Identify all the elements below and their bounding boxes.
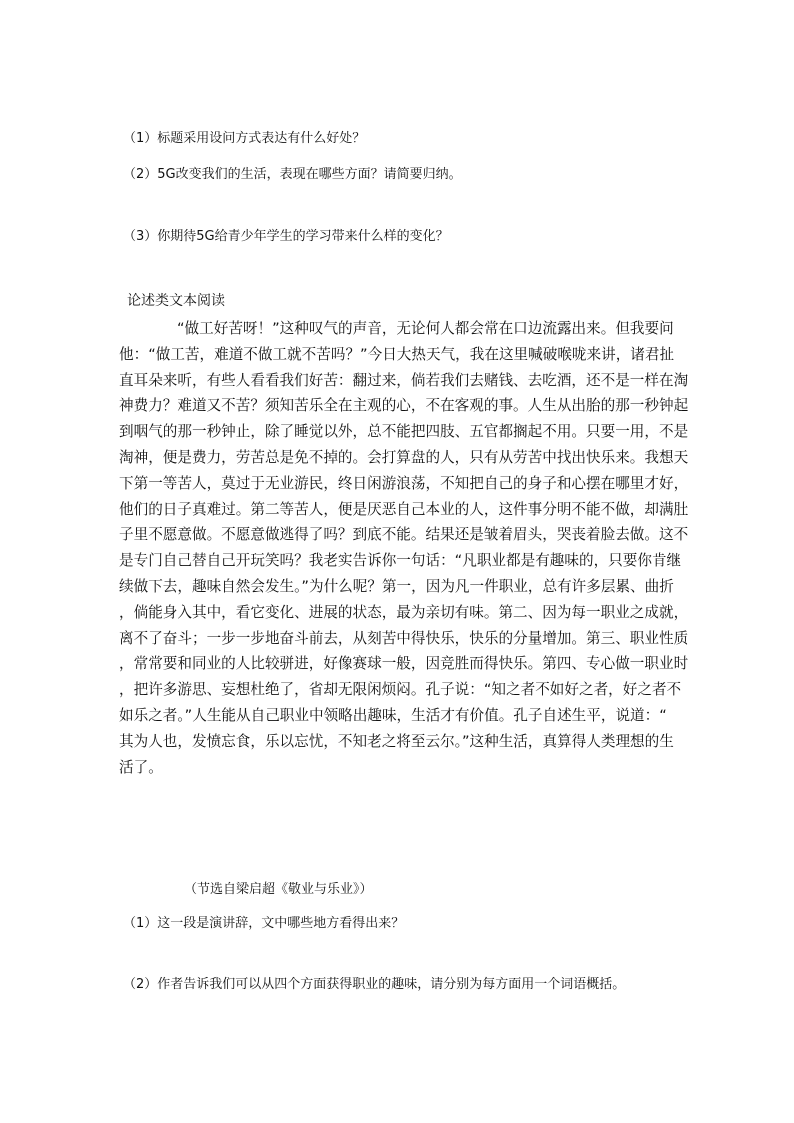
question-bottom-2: （2）作者告诉我们可以从四个方面获得职业的趣味，请分别为每方面用一个词语概括。 [123,977,626,992]
question-2: （2）5G改变我们的生活，表现在哪些方面？请简要归纳。 [123,167,462,182]
question-3: （3）你期待5G给青少年学生的学习带来什么样的变化？ [123,229,449,244]
article-line: 直耳朵来听，有些人看看我们好苦：翻过来，倘若我们去赌钱、去吃酒，还不是一样在淘 [119,371,689,389]
article-line: 他们的日子真难过。第二等苦人，便是厌恶自己本业的人，这件事分明不能不做，却满肚 [119,500,689,518]
article-line: 神费力？难道又不苦？须知苦乐全在主观的心，不在客观的事。人生从出胎的那一秒钟起 [119,397,689,415]
article-line: 续做下去，趣味自然会发生。”为什么呢？第一，因为凡一件职业，总有许多层累、曲折 [119,577,674,595]
article-line: 下第一等苦人，莫过于无业游民，终日闲游浪荡，不知把自己的身子和心摆在哪里才好， [119,474,689,492]
article-line: 是专门自己替自己开玩笑吗？我老实告诉你一句话：“凡职业都是有趣味的，只要你肯继 [119,552,682,570]
article-line: 如乐之者。”人生能从自己职业中领略出趣味，生活才有价值。孔子自述生平，说道：“ [119,706,667,724]
article-line: ，常常要和同业的人比较骈进，好像赛球一般，因竞胜而得快乐。第四、专心做一职业时 [119,655,689,673]
question-bottom-1: （1）这一段是演讲辞，文中哪些地方看得出来？ [123,916,405,931]
article-line: ，倘能身入其中，看它变化、进展的状态，最为亲切有味。第二、因为每一职业之成就， [119,603,689,621]
article-line: 活了。 [119,758,163,776]
article-line: 子里不愿意做。不愿意做逃得了吗？到底不能。结果还是皱着眉头，哭丧着脸去做。这不 [119,526,689,544]
article-line: 到咽气的那一秒钟止，除了睡觉以外，总不能把四肢、五官都搁起不用。只要一用，不是 [119,423,689,441]
section-title: 论述类文本阅读 [127,293,225,309]
article-body [119,316,689,780]
article-line: 他：“做工苦，难道不做工就不苦吗？”今日大热天气，我在这里喊破喉咙来讲，诸君扯 [119,345,675,363]
article-line: 离不了奋斗；一步一步地奋斗前去，从刻苦中得快乐，快乐的分量增加。第三、职业性质 [119,629,689,647]
article-line: “做工好苦呀！”这种叹气的声音，无论何人都会常在口边流露出来。但我要问 [177,320,674,337]
article-source: （节选自梁启超《敬业与乐业》） [184,882,373,897]
question-1: （1）标题采用设问方式表达有什么好处？ [123,131,366,146]
article-line: 淘神，便是费力，劳苦总是免不掉的。会打算盘的人，只有从劳苦中找出快乐来。我想天 [119,448,689,466]
article-line: ，把许多游思、妄想杜绝了，省却无限闲烦闷。孔子说：“知之者不如好之者，好之者不 [119,681,682,699]
article-line: 其为人也，发愤忘食，乐以忘忧，不知老之将至云尔。”这种生活，真算得人类理想的生 [119,732,674,750]
